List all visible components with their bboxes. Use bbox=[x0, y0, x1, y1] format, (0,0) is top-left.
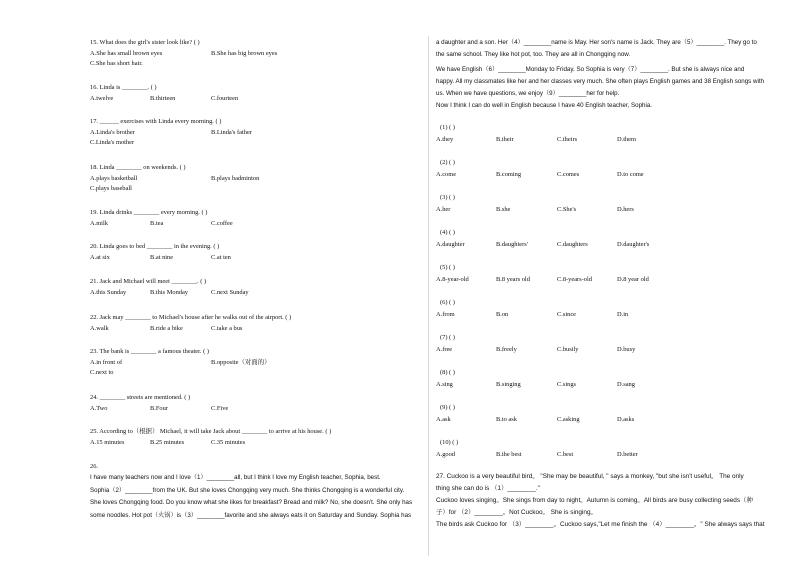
options-row bbox=[90, 174, 410, 196]
answer-option: B.Linda's father bbox=[211, 129, 252, 136]
passage-27 bbox=[436, 471, 776, 531]
options-row bbox=[90, 404, 410, 426]
answer-option: A.at six bbox=[90, 254, 110, 261]
answer-option: A.her bbox=[436, 206, 451, 213]
blank-question: (6) ( ) bbox=[440, 299, 455, 306]
answer-option: A.good bbox=[436, 451, 455, 458]
answer-option: D.them bbox=[617, 136, 636, 143]
question-stem: 17. ______ exercises with Linda every morning. ( ) bbox=[90, 118, 222, 125]
answer-option: B.opposite（对面的） bbox=[211, 359, 271, 366]
question-stem: 23. The bank is ________ a famous theater. ( ) bbox=[90, 348, 209, 355]
blank-question: (1) ( ) bbox=[440, 124, 455, 131]
passage-line: a daughter and a son. Her（4）________name is May. Her son's name is Jack. They are（5）________. They go to bbox=[436, 39, 757, 46]
question-stem: 25. According to（根据） Michael, it will take Jack about ________ to arrive at his house. ( ) bbox=[90, 428, 332, 435]
answer-option: A.free bbox=[436, 346, 453, 353]
answer-option: A.plays basketball bbox=[90, 175, 138, 182]
question-stem: 19. Linda drinks ________ every morning. ( ) bbox=[90, 209, 208, 216]
answer-option: C.plays baseball bbox=[90, 185, 132, 192]
answer-option: B.plays badminton bbox=[211, 175, 260, 182]
answer-option: C.take a bus bbox=[211, 325, 243, 332]
answer-option: C.sings bbox=[557, 381, 577, 388]
answer-option: A.daughter bbox=[436, 241, 465, 248]
answer-option: D.sang bbox=[617, 381, 635, 388]
answer-option: D.better bbox=[617, 451, 638, 458]
answer-option: D.daughter's bbox=[617, 241, 650, 248]
question-stem: 18. Linda ________ on weekends. ( ) bbox=[90, 164, 186, 171]
options-row bbox=[436, 345, 766, 355]
answer-option: A.She has small brown eyes bbox=[90, 50, 163, 57]
passage-line: We have English（6）________Monday to Friday. So Sophia is very（7）________. But she is always nice and bbox=[436, 66, 745, 73]
blank-question: (7) ( ) bbox=[440, 334, 455, 341]
answer-option: C.theirs bbox=[557, 136, 578, 143]
answer-option: A.15 minutes bbox=[90, 439, 125, 446]
passage-line: the same school. They like hot pot, too. They are all in Chongqing now. bbox=[436, 51, 631, 58]
passage-26 bbox=[90, 472, 425, 522]
answer-option: C.She has short hair. bbox=[90, 60, 143, 67]
answer-option: C.since bbox=[557, 311, 576, 318]
options-row bbox=[436, 380, 766, 390]
blank-question: (5) ( ) bbox=[440, 264, 455, 271]
options-row bbox=[90, 438, 410, 460]
passage-line: some noodles. Hot pot（火锅）is（3）________favorite and she always eats it on Saturday and Sunday. Sophia has bbox=[90, 511, 412, 519]
answer-option: B.Four bbox=[150, 405, 168, 412]
answer-option: C.Five bbox=[211, 405, 229, 412]
answer-option: D.hers bbox=[617, 206, 634, 213]
answer-option: A.come bbox=[436, 171, 457, 178]
answer-option: D.busy bbox=[617, 346, 636, 353]
blank-question: (4) ( ) bbox=[440, 229, 455, 236]
answer-option: B.daughters' bbox=[496, 241, 528, 248]
answer-option: C.fourteen bbox=[211, 95, 239, 102]
answer-option: C.35 minutes bbox=[211, 439, 246, 446]
answer-option: D.to come bbox=[617, 171, 644, 178]
answer-option: C.asking bbox=[557, 416, 580, 423]
passage-line: 27. Cuckoo is a very beautiful bird。 "She may be beautiful, " says a monkey, "but she isn't useful。 The only bbox=[436, 473, 744, 480]
answer-option: C.at ten bbox=[211, 254, 231, 261]
answer-option: B.8 years old bbox=[496, 276, 530, 283]
passage-line: us. When we have questions, we enjoy（9）________her for help. bbox=[436, 90, 620, 97]
options-row bbox=[436, 275, 766, 285]
answer-option: B.their bbox=[496, 136, 514, 143]
answer-option: B.at nine bbox=[150, 254, 174, 261]
options-row bbox=[436, 240, 766, 250]
options-row bbox=[436, 310, 766, 320]
blank-question: (8) ( ) bbox=[440, 369, 455, 376]
options-row bbox=[90, 288, 410, 310]
answer-option: C.busily bbox=[557, 346, 579, 353]
answer-option: B.ride a bike bbox=[150, 325, 183, 332]
answer-option: A.sing bbox=[436, 381, 453, 388]
options-row bbox=[90, 358, 410, 380]
answer-option: A.Linda's brother bbox=[90, 129, 135, 136]
options-row bbox=[90, 253, 410, 275]
passage-line: 子）for （2）________。Not Cuckoo。 She is singing。 bbox=[436, 509, 597, 516]
answer-option: C.best bbox=[557, 451, 574, 458]
passage-line: thing she can do is （1）________." bbox=[436, 485, 540, 492]
passage-line: Now I think I can do well in English because I have 40 English teacher, Sophia. bbox=[436, 102, 653, 109]
answer-option: A.8-year-old bbox=[436, 276, 469, 283]
question-number: 26. bbox=[90, 463, 98, 470]
answer-option: B.thirteen bbox=[150, 95, 176, 102]
passage-line: The birds ask Cuckoo for （3）________。Cuckoo says,"Let me finish the （4）________。" She always says that bbox=[436, 521, 765, 528]
answer-option: C.next Sunday bbox=[211, 289, 249, 296]
answer-option: B.25 minutes bbox=[150, 439, 185, 446]
answer-option: B.singing bbox=[496, 381, 521, 388]
options-row bbox=[436, 205, 766, 215]
passage-line: Sophia（2）________from the UK. But she loves Chongqing very much. She thinks Chongqing is a wonderful city. bbox=[90, 486, 405, 494]
blank-question: (2) ( ) bbox=[440, 159, 455, 166]
question-stem: 22. Jack may ________ to Michael's house after he walks out of the airport. ( ) bbox=[90, 314, 292, 321]
answer-option: D.asks bbox=[617, 416, 635, 423]
answer-option: A.Two bbox=[90, 405, 108, 412]
answer-option: A.in front of bbox=[90, 359, 123, 366]
answer-option: D.in bbox=[617, 311, 629, 318]
answer-option: B.on bbox=[496, 311, 509, 318]
column-divider bbox=[428, 36, 429, 556]
answer-option: B.to ask bbox=[496, 416, 517, 423]
passage-line: Cuckoo loves singing。She sings from day to night。Autumn is coming。All birds are busy collecting seeds（种 bbox=[436, 497, 753, 504]
answer-option: C.coffee bbox=[211, 220, 233, 227]
answer-option: B.she bbox=[496, 206, 511, 213]
blank-question: (9) ( ) bbox=[440, 404, 455, 411]
answer-option: A.milk bbox=[90, 220, 108, 227]
answer-option: B.the best bbox=[496, 451, 522, 458]
answer-option: B.this Monday bbox=[150, 289, 188, 296]
answer-option: C.next to bbox=[90, 369, 114, 376]
options-row bbox=[90, 94, 410, 116]
options-row bbox=[436, 450, 766, 460]
answer-option: A.they bbox=[436, 136, 454, 143]
options-row bbox=[90, 128, 410, 150]
options-row bbox=[436, 170, 766, 180]
answer-option: C.comes bbox=[557, 171, 580, 178]
answer-option: B.She has big brown eyes bbox=[211, 50, 278, 57]
answer-option: C.daughters bbox=[557, 241, 588, 248]
answer-option: A.ask bbox=[436, 416, 451, 423]
passage-line: I have many teachers now and I love（1）________all, but I think I love my English teacher, Sophia, best. bbox=[90, 474, 381, 481]
question-stem: 15. What does the girl's sister look like? ( ) bbox=[90, 39, 200, 46]
options-row bbox=[436, 415, 766, 425]
answer-option: C.Linda's mother bbox=[90, 139, 135, 146]
answer-option: C.8-years-old bbox=[557, 276, 592, 283]
options-row bbox=[90, 49, 410, 71]
passage-line: happy. All my classmates like her and her classes very much. She often plays English games and 38 English songs with bbox=[436, 78, 764, 85]
answer-option: B.tea bbox=[150, 220, 164, 227]
answer-option: B.coming bbox=[496, 171, 522, 178]
question-stem: 21. Jack and Michael will meet ________. ( ) bbox=[90, 278, 207, 285]
options-row bbox=[90, 219, 410, 241]
answer-option: A.walk bbox=[90, 325, 109, 332]
answer-option: B.freely bbox=[496, 346, 517, 353]
question-stem: 24. ________ streets are mentioned. ( ) bbox=[90, 394, 191, 401]
options-row bbox=[436, 135, 766, 145]
passage-line: She loves Chongqing food. Do you know what she likes for breakfast? Bread and milk? No, she doesn't. She only has bbox=[90, 499, 413, 506]
blank-question: (3) ( ) bbox=[440, 194, 455, 201]
blank-question: (10) ( ) bbox=[440, 439, 459, 446]
answer-option: D.8 year old bbox=[617, 276, 649, 283]
question-stem: 16. Linda is ________. ( ) bbox=[90, 84, 157, 91]
options-row bbox=[90, 324, 410, 346]
answer-option: A.this Sunday bbox=[90, 289, 127, 296]
answer-option: A.twelve bbox=[90, 95, 114, 102]
question-stem: 20. Linda goes to bed ________ in the evening. ( ) bbox=[90, 243, 220, 250]
answer-option: C.She's bbox=[557, 206, 577, 213]
answer-option: A.from bbox=[436, 311, 455, 318]
